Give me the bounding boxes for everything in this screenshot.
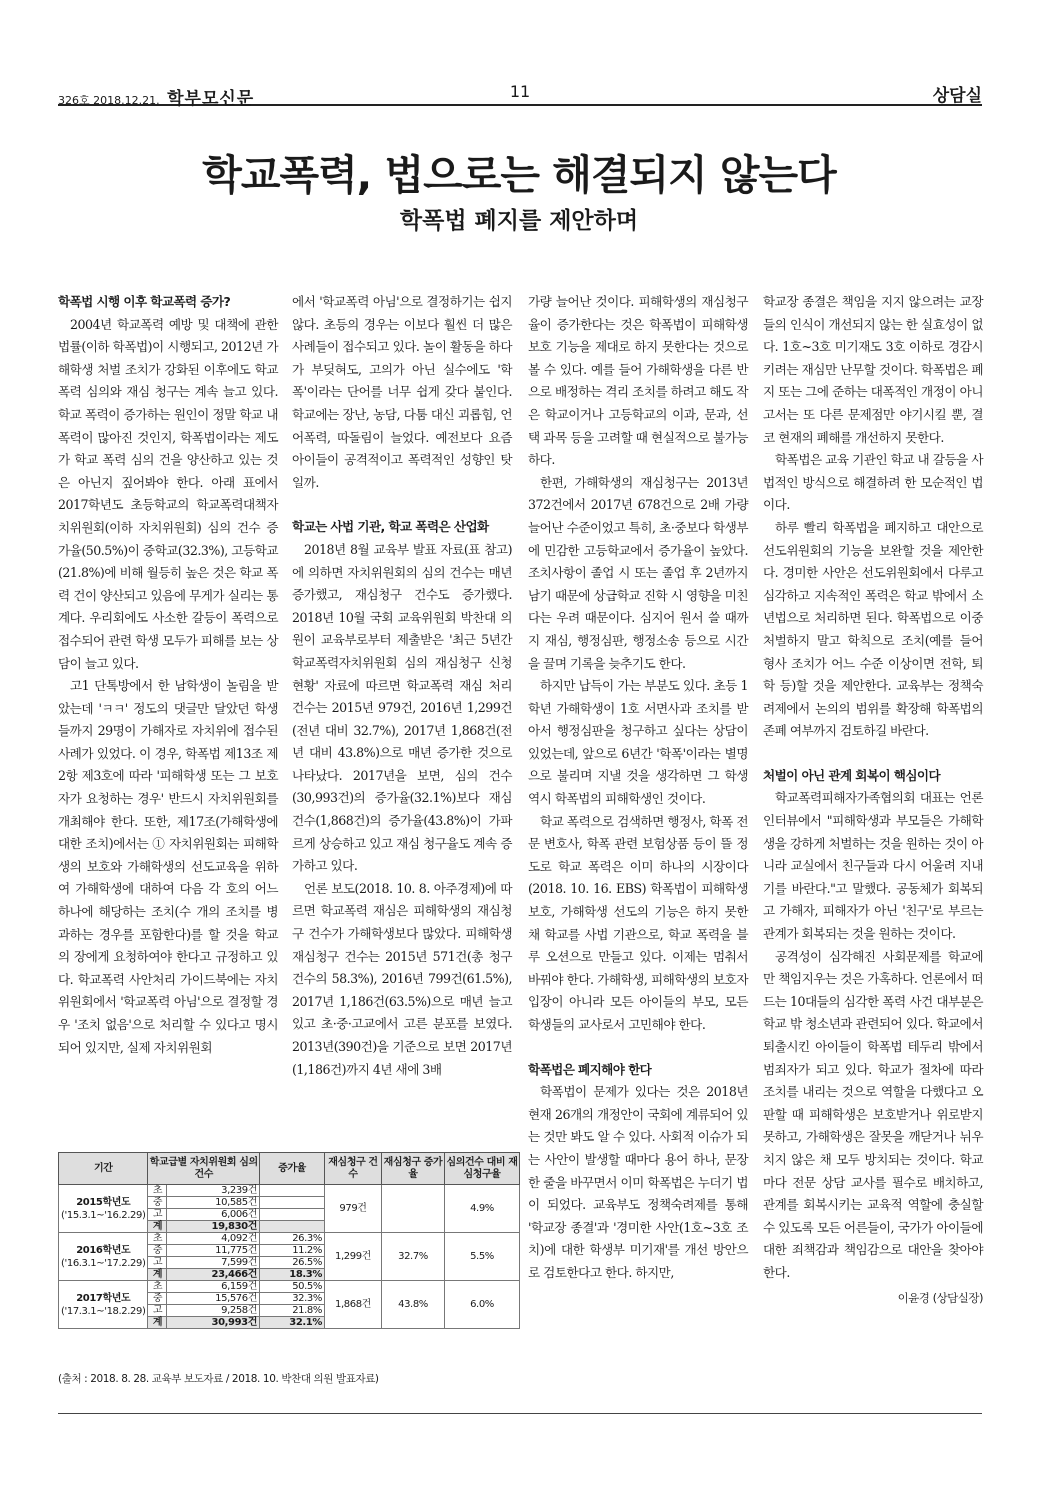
paragraph: 가량 늘어난 것이다. 피해학생의 재심청구율이 증가한다는 것은 학폭법이 피해학생 보호 기능을 제대로 하지 못한다는 것으로 볼 수 있다. 예를 들어 가해학생을 다른 반으로 배정하는 격리 조치를 하려고 해도 작은 학교이거나 고등학교의 이과, 문과, 선택 과목 등을 고려할 때 현실적으로 불가능하다. [528,294,748,468]
paragraph: 한편, 가해학생의 재심청구는 2013년 372건에서 2017년 678건으로 2배 가량 늘어난 수준이었고 특히, 초·중보다 학생부에 민감한 고등학교에서 증가율이 높았다. 조치사항이 졸업 시 또는 졸업 후 2년까지 남기 때문에 상급학교 진학 시 영향을 미친다는 우려 때문이다. 심지어 원서 쓸 때까지 재심, 행정심판, 행정소송 등으로 시간을 끌며 기록을 늦추기도 한다. [528,474,748,671]
bottom-divider [58,1413,982,1414]
paragraph: 공격성이 심각해진 사회문제를 학교에만 책임지우는 것은 가혹하다. 언론에서 떠드는 10대들의 심각한 폭력 사건 대부분은 학교 밖 청소년과 관련되어 있다. 학교에서 퇴출시킨 아이들이 학폭법 테두리 밖에서 범죄자가 되고 있다. 학교가 절차에 따라 조치를 내리는 것으로 역할을 다했다고 오판할 때 피해학생은 보호받거나 위로받지 못하고, 가해학생은 잘못을 깨닫거나 뉘우치지 않은 채 모두 방치되는 것이다. 학교마다 전문 상담 교사를 필수로 배치하고, 관계를 회복시키는 교육적 역할에 충실할 수 있도록 모든 어른들이, 국가가 아이들에 대한 죄책감과 책임감으로 대안을 찾아야 한다. [763,948,983,1280]
table-source: (출처 : 2018. 8. 28. 교육부 보도자료 / 2018. 10. 박찬대 의원 발표자료) [58,1373,379,1385]
header-period: 기간 [59,1153,148,1185]
section-heading: 학폭법은 폐지해야 한다 [528,1061,652,1077]
header-appeal-ratio: 심의건수 대비 재심청구율 [445,1153,520,1185]
statistics-table [58,1152,520,1329]
header-cases: 학교급별 자치위원회 심의건수 [148,1153,260,1185]
paragraph: 학교폭력피해자가족협의회 대표는 언론 인터뷰에서 "피해학생과 부모들은 가해학생을 강하게 처벌하는 것을 원하는 것이 아니라 교실에서 친구들과 다시 어울려 지내기를 바란다."고 말했다. 공동체가 회복되고 가해자, 피해자가 아닌 '친구'로 부르는 관계가 회복되는 것을 원하는 것이다. [763,790,983,942]
paragraph: 학폭법이 문제가 있다는 것은 2018년 현재 26개의 개정안이 국회에 계류되어 있는 것만 봐도 알 수 있다. 사회적 이슈가 되는 사안이 발생할 때마다 용어 하나, 문장 한 줄을 바꾸면서 이미 학폭법은 누더기 법이 되었다. 교육부도 정책숙려제를 통해 '학교장 종결'과 '경미한 사안(1호~3호 조치)에 대한 학생부 미기재'를 개선 방안으로 검토한다고 한다. 하지만, [528,1084,748,1280]
table-row: 고 6,006건 [59,1209,520,1221]
article-subtitle: 학폭법 폐지를 제안하며 [399,208,639,234]
section-heading: 학폭법 시행 이후 학교폭력 증가? [58,294,231,309]
paragraph: 언론 보도(2018. 10. 8. 아주경제)에 따르면 학교폭력 재심은 피해학생의 재심청구 건수가 가해학생보다 많았다. 피해학생 재심청구 건수는 2015년 571건(총 청구 건수의 58.3%), 2016년 799건(61.5%), 2017년 1,186건(63.5%)으로 매년 늘고 있고 초·중·고교에서 고른 분포를 보였다. 2013년(390건)을 기준으로 보면 2017년(1,186건)까지 4년 새에 3배 [292,880,512,1077]
paragraph: 2004년 학교폭력 예방 및 대책에 관한 법률(이하 학폭법)이 시행되고, 2012년 가해학생 처벌 조치가 강화된 이후에도 학교폭력 심의와 재심 청구는 계속 늘고 있다. 학교 폭력이 증가하는 원인이 정말 학교 내 폭력이 많아진 것인지, 학폭법이라는 제도가 학교 폭력 심의 건을 양산하고 있는 것은 아닌지 짚어봐야 한다. 아래 표에서 2017학년도 초등학교의 학교폭력대책자치위원회(이하 자치위원회) 심의 건수 증가율(50.5%)이 중학교(32.3%), 고등학교(21.8%)에 비해 월등히 높은 것은 학교 폭력 건이 양산되고 있음에 무게가 실리는 통계다. 우리회에도 사소한 갈등이 폭력으로 접수되어 관련 학생 모두가 피해를 보는 상담이 늘고 있다. [58,316,278,671]
table-row-total: 계 19,830건 [59,1221,520,1233]
table-row: 중 10,585건 [59,1197,520,1209]
paragraph: 하지만 납득이 가는 부분도 있다. 초등 1학년 가해학생이 1호 서면사과 조치를 받아서 행정심판을 청구하고 싶다는 상담이 있었는데, 앞으로 6년간 '학폭'이라는 별명으로 불리며 지낼 것을 생각하면 그 학생 역시 학폭법의 피해학생인 것이다. [528,678,748,807]
table-header-row [59,1153,520,1185]
paragraph: 2018년 8월 교육부 발표 자료(표 참고)에 의하면 자치위원회의 심의 건수는 매년 증가했고, 재심청구 건수도 증가했다. 2018년 10월 국회 교육위원회 박찬대 의원이 교육부로부터 제출받은 '최근 5년간 학교폭력자치위원회 심의 재심청구 신청현황' 자료에 따르면 학교폭력 재심 처리 건수는 2015년 979건, 2016년 1,299건(전년 대비 32.7%), 2017년 1,868건(전년 대비 43.8%)으로 매년 증가한 것으로 나타났다. 2017년을 보면, 심의 건수(30,993건)의 증가율(32.1%)보다 재심 건수(1,868건)의 증가율(43.8%)이 가파르게 상승하고 있고 재심 청구율도 계속 증가하고 있다. [292,541,512,874]
masthead [58,76,982,109]
table-row: 중 15,576건 32.3% [59,1293,520,1305]
period-cell: 2016학년도 ('16.3.1~'17.2.29) [59,1233,148,1281]
author-byline: 이윤경 (상담실장) [897,1290,983,1305]
table-row: 2017학년도 ('17.3.1~'18.2.29) 초 6,159건 50.5% 1,868건 43.8% 6.0% [59,1281,520,1293]
period-cell: 2015학년도 ('15.3.1~'16.2.29) [59,1185,148,1233]
table-row: 2015학년도 ('15.3.1~'16.2.29) 초 3,239건 979건 4.9% [59,1185,520,1197]
paragraph: 에서 '학교폭력 아님'으로 결정하기는 쉽지 않다. 초등의 경우는 이보다 훨씬 더 많은 사례들이 접수되고 있다. 놀이 활동을 하다가 부딪혀도, 고의가 아닌 실수에도 '학폭'이라는 단어를 너무 쉽게 갖다 붙인다. 학교에는 장난, 농담, 다툼 대신 괴롭힘, 언어폭력, 따돌림이 늘었다. 예전보다 요즘 아이들이 공격적이고 폭력적인 성향인 탓일까. [292,294,512,490]
table-row-total: 계 30,993건 32.1% [59,1317,520,1329]
period-cell: 2017학년도 ('17.3.1~'18.2.29) [59,1281,148,1329]
section-heading: 처벌이 아닌 관계 회복이 핵심이다 [763,767,941,783]
issue-date: 326호 2018.12.21. [58,94,160,107]
column-2 [292,291,512,1081]
table-row: 고 7,599건 26.5% [59,1257,520,1269]
table-row-total: 계 23,466건 18.3% [59,1269,520,1281]
column-1 [58,291,278,1059]
column-3 [528,291,748,1285]
table-row: 중 11,775건 11.2% [59,1245,520,1257]
section-heading: 학교는 사법 기관, 학교 폭력은 산업화 [292,519,489,535]
paragraph: 학교장 종결은 책임을 지지 않으려는 교장들의 인식이 개선되지 않는 한 실효성이 없다. 1호~3호 미기재도 3호 이하로 경감시키려는 재심만 난무할 것이다. 학폭법은 폐지 또는 그에 준하는 대폭적인 개정이 아니고서는 또 다른 문제점만 야기시킬 뿐, 결코 현재의 폐해를 개선하지 못한다. [763,294,983,445]
header-appeal-increase: 재심청구 증가율 [382,1153,445,1185]
paragraph: 고1 단톡방에서 한 남학생이 놀림을 받았는데 'ㅋㅋ' 정도의 댓글만 달았던 학생들까지 29명이 가해자로 자치위에 접수된 사례가 있었다. 이 경우, 학폭법 제13조 제2항 제3호에 따라 '피해학생 또는 그 보호자가 요청하는 경우' 반드시 자치위원회를 개최해야 한다. 또한, 제17조(가해학생에 대한 조치)에서는 ① 자치위원회는 피해학생의 보호와 가해학생의 선도교육을 위하여 가해학생에 대하여 다음 각 호의 어느 하나에 해당하는 조치(수 개의 조치를 병과하는 경우를 포함한다)를 할 것을 학교의 장에게 요청하여야 한다고 규정하고 있다. 학교폭력 사안처리 가이드북에는 자치위원회에서 '학교폭력 아님'으로 결정할 경우 '조치 없음'으로 처리할 수 있다고 명시되어 있지만, 실제 자치위원회 [58,678,278,1055]
paragraph: 학폭법은 교육 기관인 학교 내 갈등을 사법적인 방식으로 해결하려 한 모순적인 법이다. [763,452,983,513]
paragraph: 하루 빨리 학폭법을 폐지하고 대안으로 선도위원회의 기능을 보완할 것을 제안한다. 경미한 사안은 선도위원회에서 다루고 심각하고 지속적인 폭력은 학교 밖에서 소년법으로 처리하면 된다. 학폭법으로 이중 처벌하지 말고 학칙으로 조치(예를 들어 형사 조치가 어느 수준 이상이면 전학, 퇴학 등)할 것을 제안한다. 교육부는 정책숙려제에서 논의의 범위를 확장해 학폭법의 존폐 여부까지 검토하길 바란다. [763,519,983,739]
header-appeals: 재심청구 건수 [325,1153,382,1185]
header-increase: 증가율 [260,1153,325,1185]
table-row: 고 9,258건 21.8% [59,1305,520,1317]
newspaper-logo: 학부모신문 [167,89,255,109]
section-name: 상담실 [932,86,982,106]
table-row: 2016학년도 ('16.3.1~'17.2.29) 초 4,092건 26.3% 1,299건 32.7% 5.5% [59,1233,520,1245]
page-number: 11 [509,82,531,101]
paragraph: 학교 폭력으로 검색하면 행정사, 학폭 전문 변호사, 학폭 관련 보험상품 등이 뜰 정도로 학교 폭력은 이미 하나의 시장이다(2018. 10. 16. EBS) 학폭법이 피해학생 보호, 가해학생 선도의 기능은 하지 못한 채 학교를 사법 기관으로, 학교 폭력을 블루 오션으로 만들고 있다. 이제는 멈춰서 바꿔야 한다. 가해학생, 피해학생의 보호자 입장이 아니라 모든 아이들의 부모, 모든 학생들의 교사로서 고민해야 한다. [528,813,748,1032]
column-4 [763,291,983,1309]
article-title: 학교폭력, 법으로는 해결되지 않는다 [202,151,836,199]
